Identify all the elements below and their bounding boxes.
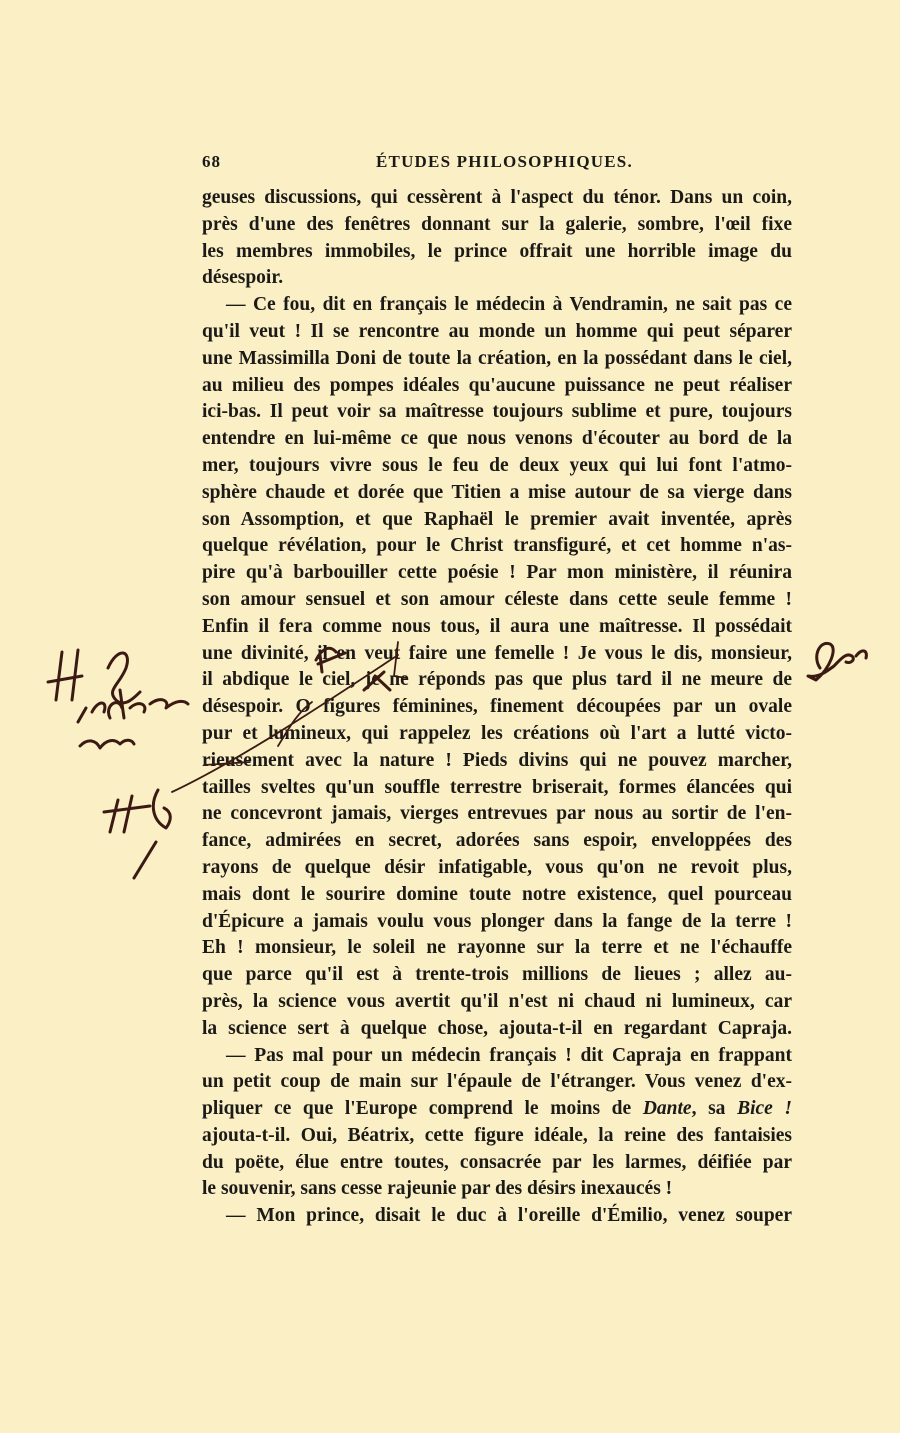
text-line: — Ce fou, dit en français le médecin à Vendramin, ne sait pas ce (226, 294, 792, 316)
text-line: désespoir. O figures féminines, finement découpées par un ovale (202, 696, 792, 718)
text-line: Eh ! monsieur, le soleil ne rayonne sur la terre et ne l'échauffe (202, 937, 792, 959)
text-line: près, la science vous avertit qu'il n'est ni chaud ni lumineux, car (202, 990, 792, 1012)
italic-dante: Dante (642, 1098, 692, 1120)
margin-note-mark (134, 842, 156, 878)
text-line: ne concevront jamais, vierges entrevues par nous au sortir de l'en- (202, 803, 792, 825)
text-line: près d'une des fenêtres donnant sur la galerie, sombre, l'œil fixe (202, 213, 792, 235)
text-line: il abdique le ciel, je ne réponds pas que plus tard il ne meure de (202, 669, 792, 691)
text-segment: pliquer ce que l'Europe comprend le moins de (202, 1098, 632, 1120)
text-line: mer, toujours vivre sous le feu de deux yeux qui lui font l'atmo- (202, 454, 792, 476)
text-line: pire qu'à barbouiller cette poésie ! Par mon ministère, il réunira (202, 562, 792, 584)
italic-bice: Bice ! (737, 1098, 793, 1120)
text-line: son Assomption, et que Raphaël le premier avait inventée, après (202, 508, 792, 530)
text-line: rayons de quelque désir infatigable, vous qu'on ne revoit plus, (202, 856, 792, 878)
text-line: d'Épicure a jamais voulu vous plonger dans la fange de la terre ! (202, 910, 792, 932)
body-text (202, 185, 792, 1230)
text-line: sphère chaude et dorée que Titien a mise autour de sa vierge dans (202, 481, 792, 503)
text-line: ici-bas. Il peut voir sa maîtresse toujours sublime et pure, toujours (202, 401, 792, 423)
margin-note-mark (808, 643, 866, 680)
text-line (202, 1096, 792, 1123)
text-line: Enfin il fera comme nous tous, il aura une maîtresse. Il possédait (202, 615, 792, 637)
text-line: tailles sveltes qu'un souffle terrestre briserait, formes élancées qui (202, 776, 792, 798)
text-line: du poëte, élue entre toutes, consacrée par les larmes, déifiée par (202, 1151, 792, 1173)
text-line: la science sert à quelque chose, ajouta-t-il en regardant Capraja. (202, 1017, 792, 1039)
text-line: quelque révélation, pour le Christ transfiguré, et cet homme n'as- (202, 535, 792, 557)
margin-note-mark (48, 650, 140, 703)
text-line: ajouta-t-il. Oui, Béatrix, cette figure idéale, la reine des fantaisies (202, 1124, 792, 1146)
running-head (202, 152, 792, 178)
text-line: fance, admirées en secret, adorées sans espoir, enveloppées des (202, 830, 792, 852)
text-line: pur et lumineux, qui rappelez les créations où l'art a lutté victo- (202, 722, 792, 744)
text-line: rieusement avec la nature ! Pieds divins qui ne pouvez marcher, (202, 749, 792, 771)
margin-note-mark (78, 690, 188, 722)
running-head-title: ÉTUDES PHILOSOPHIQUES. (376, 152, 633, 171)
text-line: les membres immobiles, le prince offrait une horrible image du (202, 240, 792, 262)
text-line: le souvenir, sans cesse rajeunie par des désirs inexaucés ! (202, 1178, 673, 1200)
margin-note-mark (80, 740, 134, 748)
text-line: une divinité, il en veut faire une femelle ! Je vous le dis, monsieur, (202, 642, 792, 664)
text-line: — Mon prince, disait le duc à l'oreille d'Émilio, venez souper (226, 1205, 792, 1227)
text-line: qu'il veut ! Il se rencontre au monde un homme qui peut séparer (202, 320, 792, 342)
text-line: que parce qu'il est à trente-trois millions de lieues ; allez au- (202, 964, 792, 986)
text-line: entendre en lui-même ce que nous venons d'écouter au bord de la (202, 428, 792, 450)
text-line: désespoir. (202, 267, 284, 289)
text-line: une Massimilla Doni de toute la création, en la possédant dans le ciel, (202, 347, 792, 369)
text-line: — Pas mal pour un médecin français ! dit Capraja en frappant (226, 1044, 792, 1066)
page-number: 68 (202, 152, 221, 171)
margin-note-mark (104, 790, 170, 832)
text-line: au milieu des pompes idéales qu'aucune puissance ne peut réaliser (202, 374, 792, 396)
text-line: un petit coup de main sur l'épaule de l'étranger. Vous venez d'ex- (202, 1071, 792, 1093)
text-line: son amour sensuel et son amour céleste dans cette seule femme ! (202, 588, 792, 610)
text-segment: , sa (691, 1098, 726, 1120)
text-line: geuses discussions, qui cessèrent à l'aspect du ténor. Dans un coin, (202, 187, 792, 208)
text-line: mais dont le sourire domine toute notre existence, quel pourceau (202, 883, 792, 905)
